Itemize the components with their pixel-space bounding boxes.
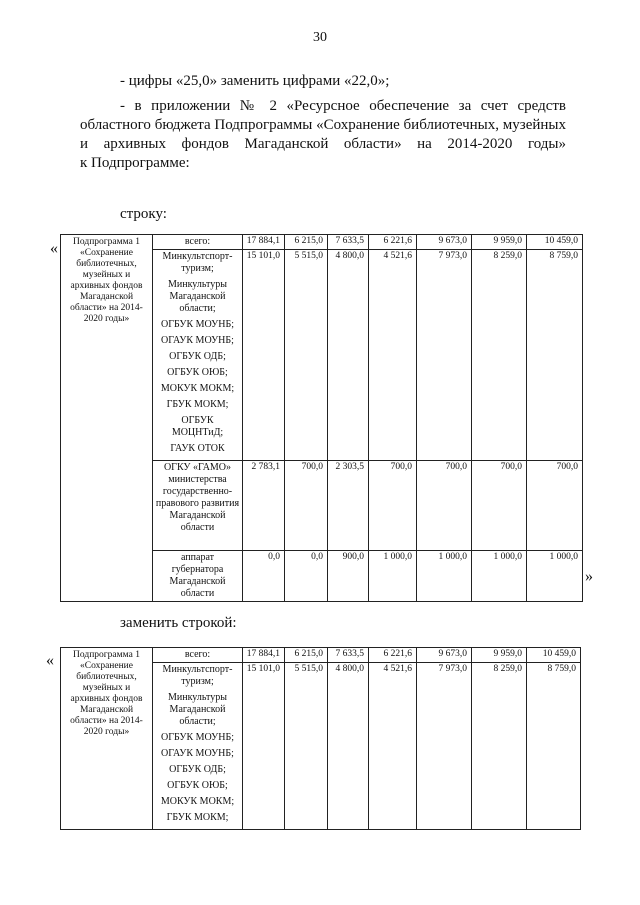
value-cell: 7 973,0 bbox=[417, 663, 472, 830]
value-cell: 4 521,6 bbox=[369, 250, 417, 461]
instruction-digits: - цифры «25,0» заменить цифрами «22,0»; bbox=[120, 73, 390, 89]
table-row bbox=[61, 235, 583, 250]
appendix-line: и архивных фондов Магаданской области» на 2014-2020 годы» bbox=[80, 136, 566, 152]
value-cell: 2 783,1 bbox=[243, 461, 285, 551]
value-cell: 700,0 bbox=[369, 461, 417, 551]
value-cell: 0,0 bbox=[285, 551, 328, 602]
value-cell: 700,0 bbox=[527, 461, 583, 551]
value-cell: 900,0 bbox=[328, 551, 369, 602]
executor-cell: всего: bbox=[153, 235, 243, 250]
executor-name: ОГБУК МОЦНТиД; bbox=[171, 415, 224, 438]
value-cell: 4 800,0 bbox=[328, 250, 369, 461]
executor-name: Минкультспорт-туризм; bbox=[162, 664, 233, 687]
value-cell: 1 000,0 bbox=[472, 551, 527, 602]
value-cell: 6 221,6 bbox=[369, 235, 417, 250]
program-cell: Подпрограмма 1 «Сохранение библиотечных, музейных и архивных фондов Магаданской области» на 2014-2020 годы» bbox=[61, 235, 153, 602]
value-cell: 6 215,0 bbox=[285, 235, 328, 250]
value-cell: 17 884,1 bbox=[243, 235, 285, 250]
value-cell: 1 000,0 bbox=[369, 551, 417, 602]
page-number: 30 bbox=[313, 30, 327, 45]
value-cell: 2 303,5 bbox=[328, 461, 369, 551]
executor-name: ОГБУК ОДБ; bbox=[169, 351, 226, 362]
value-cell: 6 221,6 bbox=[369, 648, 417, 663]
open-quote: « bbox=[50, 240, 58, 257]
executor-name: ГАУК ОТОК bbox=[170, 443, 225, 454]
value-cell: 5 515,0 bbox=[285, 663, 328, 830]
label-row: строку: bbox=[120, 206, 167, 222]
value-cell: 10 459,0 bbox=[527, 235, 583, 250]
value-cell: 7 973,0 bbox=[417, 250, 472, 461]
value-cell: 7 633,5 bbox=[328, 648, 369, 663]
value-cell: 700,0 bbox=[285, 461, 328, 551]
executor-name: ОГБУК ОЮБ; bbox=[167, 367, 228, 378]
executor-cell: всего: bbox=[153, 648, 243, 663]
value-cell: 7 633,5 bbox=[328, 235, 369, 250]
executor-cell: аппарат губернатора Магаданской области bbox=[153, 551, 243, 602]
executor-name: Минкультуры Магаданской области; bbox=[168, 279, 227, 314]
appendix-line: к Подпрограмме: bbox=[80, 155, 190, 171]
value-cell: 8 759,0 bbox=[527, 663, 581, 830]
executor-name: ОГБУК МОУНБ; bbox=[160, 732, 235, 743]
close-quote: » bbox=[585, 568, 593, 585]
executor-name: Минкультуры Магаданской области; bbox=[168, 692, 227, 727]
resource-table-old bbox=[60, 234, 583, 602]
value-cell: 9 673,0 bbox=[417, 648, 472, 663]
executor-name: ОГАУК МОУНБ; bbox=[161, 748, 234, 759]
value-cell: 1 000,0 bbox=[417, 551, 472, 602]
resource-table-new bbox=[60, 647, 581, 830]
value-cell: 9 959,0 bbox=[472, 235, 527, 250]
open-quote: « bbox=[46, 652, 54, 669]
executor-name: МОКУК МОКМ; bbox=[160, 383, 235, 394]
table-row bbox=[61, 648, 581, 663]
executor-name: МОКУК МОКМ; bbox=[160, 796, 235, 807]
executor-name: ОГБУК МОУНБ; bbox=[160, 319, 235, 330]
value-cell: 4 521,6 bbox=[369, 663, 417, 830]
executor-cell bbox=[153, 663, 243, 830]
executor-name: ГБУК МОКМ; bbox=[166, 812, 229, 823]
executor-cell bbox=[153, 250, 243, 461]
value-cell: 9 959,0 bbox=[472, 648, 527, 663]
executor-name: ОГБУК ОДБ; bbox=[169, 764, 226, 775]
instruction-appendix bbox=[80, 97, 566, 173]
value-cell: 17 884,1 bbox=[243, 648, 285, 663]
appendix-line: - в приложении № 2 «Ресурсное обеспечение за счет средств bbox=[120, 98, 566, 114]
value-cell: 0,0 bbox=[243, 551, 285, 602]
executor-name: ГБУК МОКМ; bbox=[166, 399, 229, 410]
value-cell: 1 000,0 bbox=[527, 551, 583, 602]
value-cell: 15 101,0 bbox=[243, 663, 285, 830]
value-cell: 700,0 bbox=[472, 461, 527, 551]
label-replace: заменить строкой: bbox=[120, 615, 237, 631]
appendix-line: областного бюджета Подпрограммы «Сохранение библиотечных, музейных bbox=[80, 117, 566, 133]
executor-name: ОГАУК МОУНБ; bbox=[161, 335, 234, 346]
value-cell: 700,0 bbox=[417, 461, 472, 551]
value-cell: 15 101,0 bbox=[243, 250, 285, 461]
value-cell: 10 459,0 bbox=[527, 648, 581, 663]
executor-name: ОГБУК ОЮБ; bbox=[167, 780, 228, 791]
value-cell: 8 759,0 bbox=[527, 250, 583, 461]
executor-name: Минкультспорт-туризм; bbox=[162, 251, 233, 274]
value-cell: 9 673,0 bbox=[417, 235, 472, 250]
value-cell: 8 259,0 bbox=[472, 663, 527, 830]
executor-cell: ОГКУ «ГАМО» министерства государственно-правового развития Магаданской области bbox=[153, 461, 243, 551]
value-cell: 6 215,0 bbox=[285, 648, 328, 663]
program-cell: Подпрограмма 1 «Сохранение библиотечных, музейных и архивных фондов Магаданской области» на 2014-2020 годы» bbox=[61, 648, 153, 830]
value-cell: 4 800,0 bbox=[328, 663, 369, 830]
value-cell: 5 515,0 bbox=[285, 250, 328, 461]
value-cell: 8 259,0 bbox=[472, 250, 527, 461]
